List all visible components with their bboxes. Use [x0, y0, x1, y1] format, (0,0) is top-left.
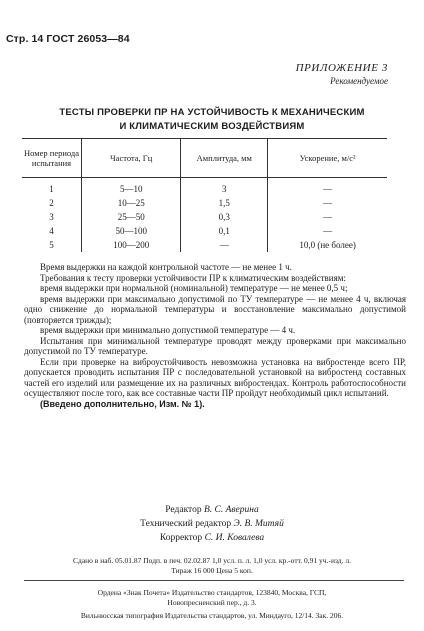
table-row	[22, 210, 387, 224]
table-cell: 3	[181, 178, 268, 197]
table-cell: 10—25	[82, 196, 181, 210]
table-row	[22, 238, 387, 252]
column-header-frequency: Частота, Гц	[82, 139, 181, 178]
table-cell: —	[268, 224, 387, 238]
table-cell: 5	[49, 240, 54, 250]
table-cell: 5—10	[82, 178, 181, 197]
amendment-note: (Введено дополнительно, Изм. № 1).	[40, 398, 205, 409]
credit-tech-editor	[0, 519, 424, 529]
credit-role: Редактор	[165, 505, 202, 515]
appendix-subtitle: Рекомендуемое	[330, 76, 388, 86]
vibration-test-table	[22, 138, 387, 252]
table-cell: —	[268, 196, 387, 210]
appendix-title: ПРИЛОЖЕНИЕ 3	[295, 62, 388, 74]
page-header: Стр. 14 ГОСТ 26053—84	[6, 33, 130, 45]
table-cell: 10,0 (не более)	[268, 238, 387, 252]
paragraph: Если при проверке на виброустойчивость невозможна установка на вибростенде всего ПР, допускается проводить испытания ПР с последовательной установкой на вибростенд составных частей его изделий или размещение их на различных вибростендах. Контроль работоспособности осуществляют после того, как все составные части ПР пройдут необходимый цикл испытаний.	[24, 356, 406, 398]
paragraph: время выдержки при нормальной (номинальной) температуре — не менее 0,5 ч;	[40, 283, 348, 293]
printer-line: Вильнюсская типография Издательства стандартов, ул. Миндауго, 12/14. Зак. 206.	[80, 611, 344, 620]
table-row	[22, 178, 387, 197]
credit-proofreader	[0, 533, 424, 543]
credit-name: С. И. Ковалева	[204, 533, 265, 543]
divider	[24, 580, 404, 581]
column-header-period: Номер периода испытания	[22, 139, 82, 178]
publisher-line: Новопресненский пер., д. 3.	[167, 598, 257, 607]
table-cell: 1,5	[181, 196, 268, 210]
table-cell: 2	[49, 198, 54, 208]
table-cell: 0,1	[181, 224, 268, 238]
table-cell: —	[268, 178, 387, 197]
table-header-row	[22, 139, 387, 178]
column-header-acceleration: Ускорение, м/с²	[268, 139, 387, 178]
section-title-line-1: ТЕСТЫ ПРОВЕРКИ ПР НА УСТОЙЧИВОСТЬ К МЕХАНИЧЕСКИМ	[59, 107, 365, 118]
publisher-line: Ордена «Знак Почета» Издательство стандартов, 123840, Москва, ГСП,	[97, 588, 327, 597]
table-cell: —	[268, 210, 387, 224]
section-title-line-2: И КЛИМАТИЧЕСКИМ ВОЗДЕЙСТВИЯМ	[119, 121, 305, 132]
paragraph: время выдержки при минимально допустимой температуре — 4 ч.	[40, 325, 296, 335]
table-cell: 50—100	[82, 224, 181, 238]
paragraph: Требования к тесту проверки устойчивости ПР к климатическим воздействиям:	[40, 272, 346, 283]
table-cell: 0,3	[181, 210, 268, 224]
credit-role: Корректор	[159, 533, 203, 543]
table-cell: 1	[49, 184, 54, 194]
table-cell: 25—50	[82, 210, 181, 224]
table-row	[22, 196, 387, 210]
credit-role: Технический редактор	[140, 519, 232, 529]
paragraph: Испытания при минимальной температуре проводят между проверками при максимально допустимой по ТУ температуре.	[24, 335, 406, 356]
imprint-line: Сдано в наб. 05.01.87 Подп. в печ. 02.02.87 1,0 усл. п. л. 1,0 усл. кр.-отт. 0,91 уч.-изд. л.	[73, 556, 351, 565]
body-text	[24, 262, 406, 409]
table-cell: 4	[49, 226, 54, 236]
credit-name: В. С. Аверина	[203, 505, 259, 515]
table-row	[22, 224, 387, 238]
credit-editor	[0, 505, 424, 515]
column-header-amplitude: Амплитуда, мм	[181, 139, 268, 178]
paragraph: время выдержки при максимально допустимой по ТУ температуре — не менее 4 ч, включая одно снижение до нормальной температуры и восстановление максимально допустимой (повторяется трижды);	[24, 293, 406, 325]
credit-name: Э. В. Митяй	[233, 519, 284, 529]
paragraph: Время выдержки на каждой контрольной частоте — не менее 1 ч.	[40, 262, 292, 272]
table-cell: —	[181, 238, 268, 252]
table-cell: 3	[49, 212, 54, 222]
table-cell: 100—200	[82, 238, 181, 252]
imprint-line: Тираж 16 000 Цена 5 коп.	[171, 566, 253, 575]
